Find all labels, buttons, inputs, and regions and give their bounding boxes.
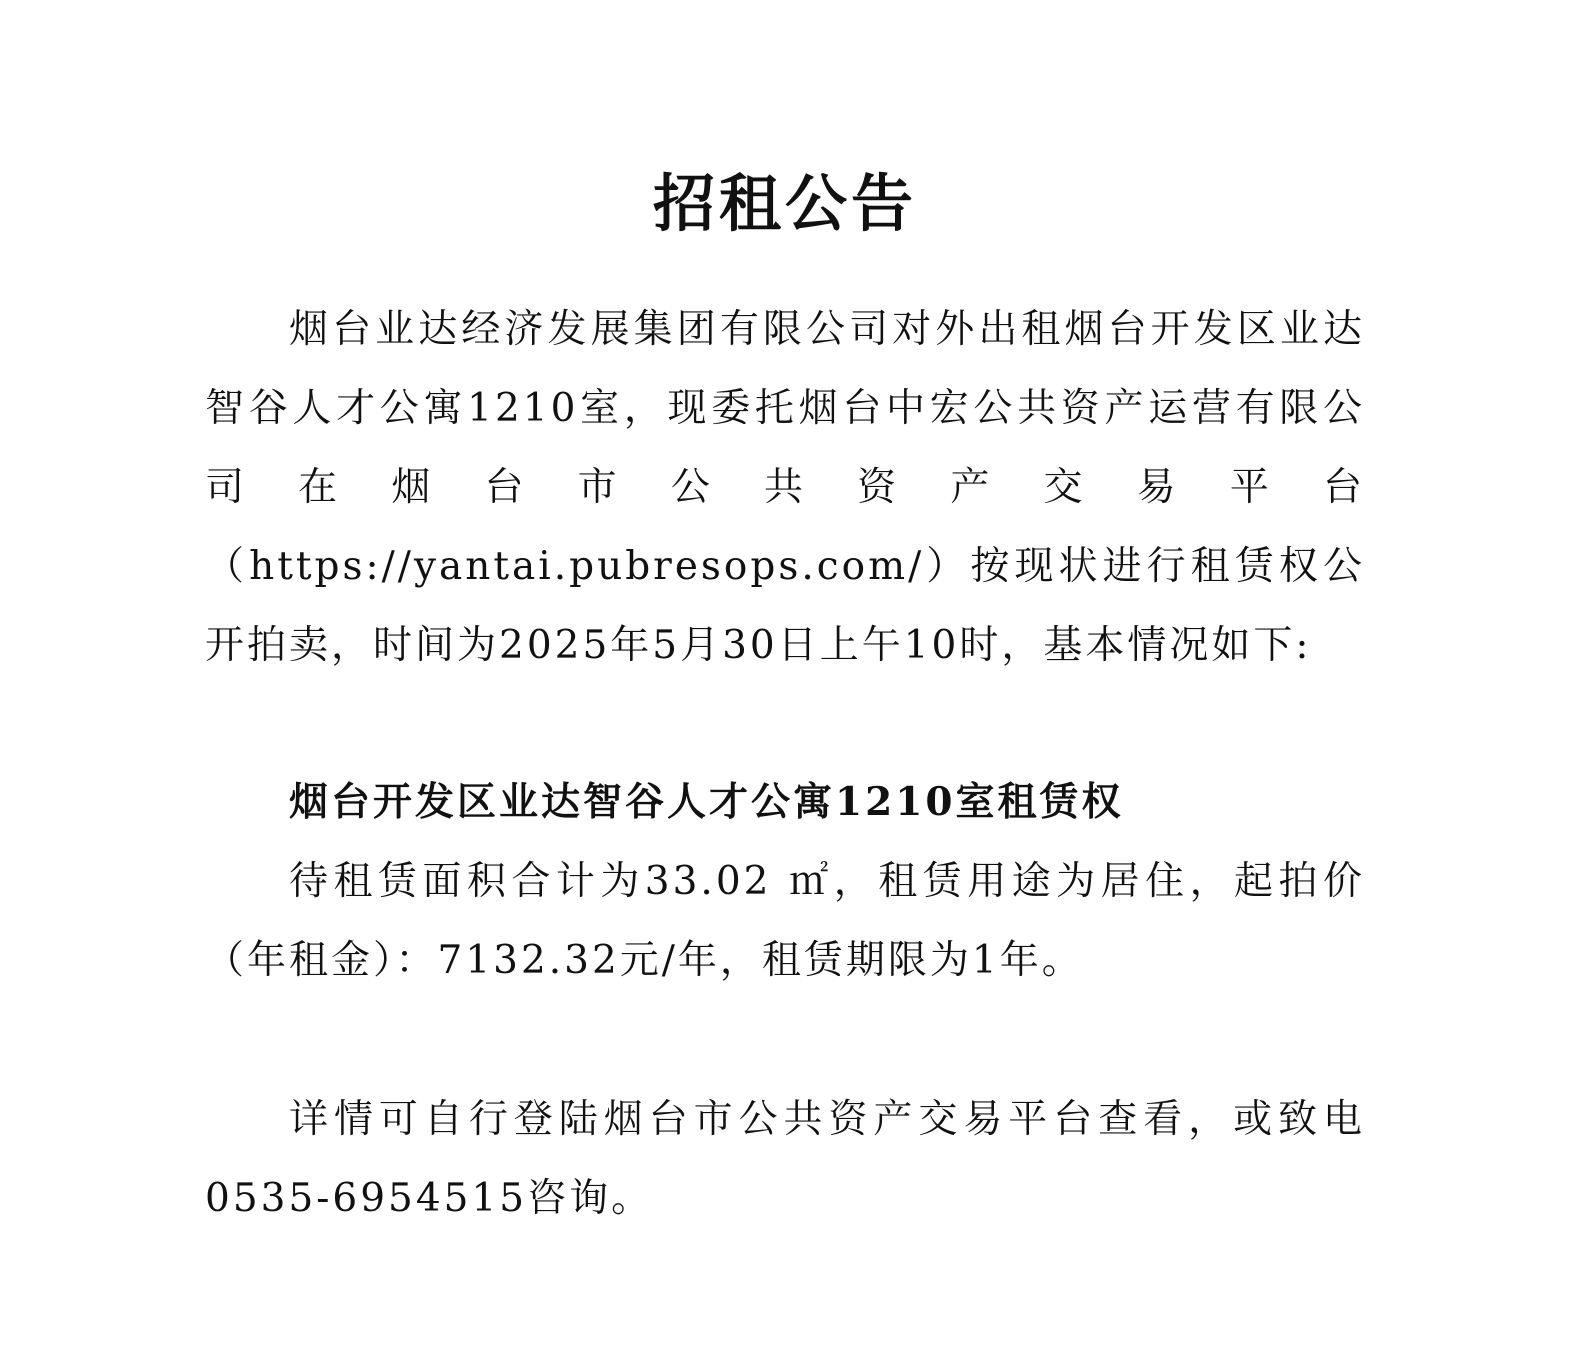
intro-paragraph: 烟台业达经济发展集团有限公司对外出租烟台开发区业达智谷人才公寓1210室，现委托烟台中宏公共资产运营有限公司在烟台市公共资产交易平台（https://yantai.pubresops.com/）按现状进行租赁权公开拍卖，时间为2025年5月30日上午10时，基本情况如下: xyxy=(205,307,1365,668)
item-detail-paragraph: 待租赁面积合计为33.02 ㎡，租赁用途为居住，起拍价（年租金）：7132.32元/年，租赁期限为1年。 xyxy=(205,859,1365,983)
contact-paragraph: 详情可自行登陆烟台市公共资产交易平台查看，或致电0535-6954515咨询。 xyxy=(205,1097,1365,1221)
item-heading: 烟台开发区业达智谷人才公寓1210室租赁权 xyxy=(289,779,1124,825)
page-title: 招租公告 xyxy=(652,166,917,240)
